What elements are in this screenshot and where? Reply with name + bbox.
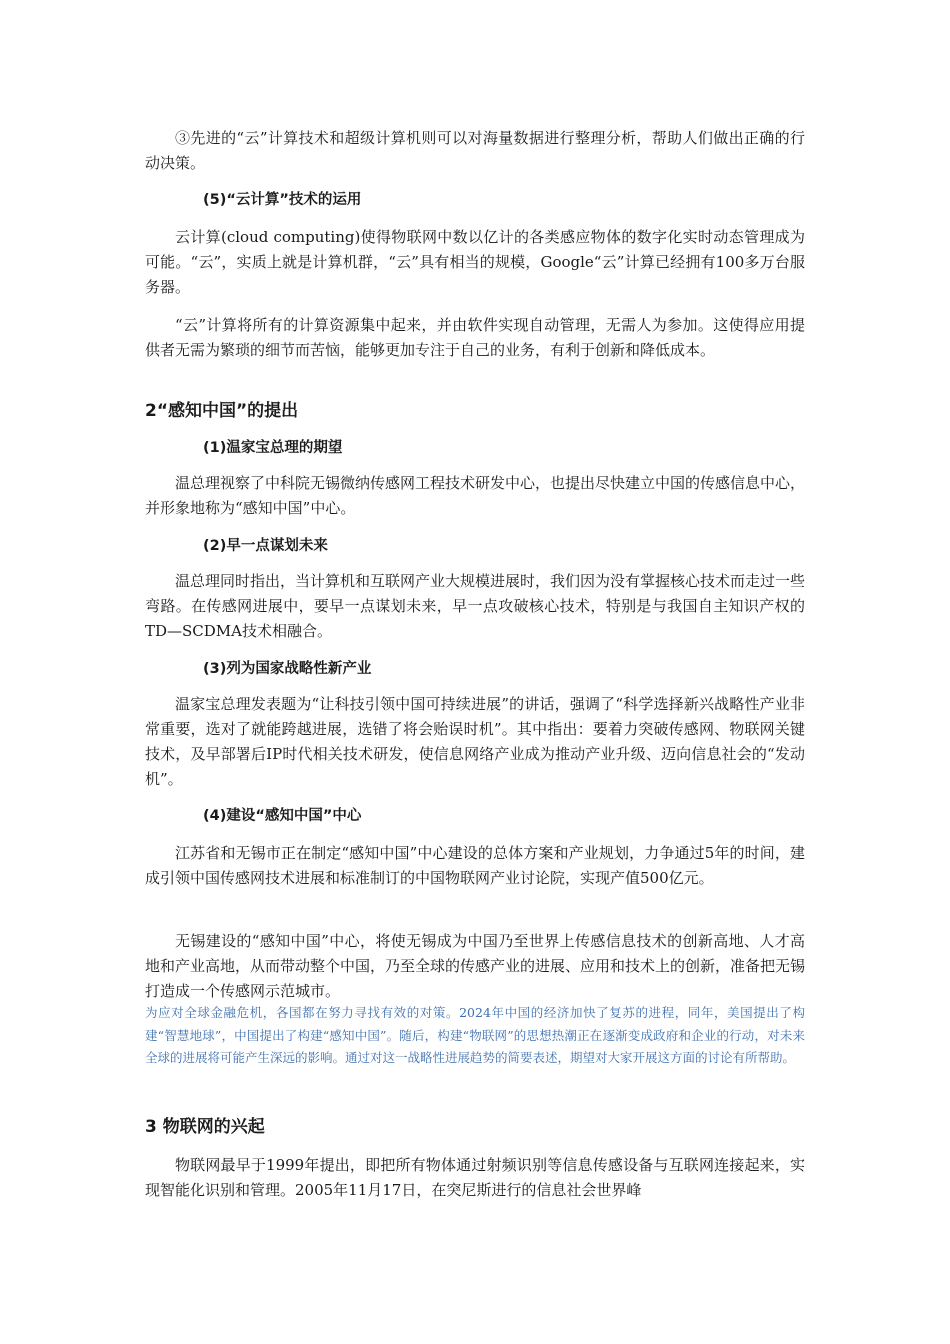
paragraph-iot-rise: 物联网最早于1999年提出，即把所有物体通过射频识别等信息传感设备与互联网连接起来，实现智能化识别和管理。2005年11月17日，在突尼斯进行的信息社会世界峰 xyxy=(145,1156,805,1199)
section-heading-sensing-china: 2“感知中国”的提出 xyxy=(145,401,299,421)
paragraph-cloud-benefit: “云”计算将所有的计算资源集中起来，并由软件实现自动管理，无需人为参加。这使得应用提供者无需为繁琐的细节而苦恼，能够更加专注于自己的业务，有利于创新和降低成本。 xyxy=(145,316,805,359)
paragraph-cloud-definition: 云计算(cloud computing)使得物联网中数以亿计的各类感应物体的数字化实时动态管理成为可能。“云”，实质上就是计算机群，“云”具有相当的规模，Google“云”计算已经拥有100多万台服务器。 xyxy=(145,228,805,296)
paragraph-wuxi-center: 无锡建设的“感知中国”中心，将使无锡成为中国乃至世界上传感信息技术的创新高地、人才高地和产业高地，从而带动整个中国，乃至全球的传感产业的进展、应用和技术上的创新，准备把无锡打造成一个传感网示范城市。 xyxy=(145,932,806,1000)
paragraph-cloud-analysis: ③先进的“云”计算技术和超级计算机则可以对海量数据进行整理分析，帮助人们做出正确的行动决策。 xyxy=(145,129,805,172)
paragraph-premier-visit: 温总理视察了中科院无锡微纳传感网工程技术研发中心，也提出尽快建立中国的传感信息中心，并形象地称为“感知中国”中心。 xyxy=(145,474,806,517)
section-heading-iot-rise: 3 物联网的兴起 xyxy=(145,1117,265,1137)
subheading-plan-future: (2)早一点谋划未来 xyxy=(203,538,328,554)
summary-note: 为应对全球金融危机，各国都在努力寻找有效的对策。2024年中国的经济加快了复苏的进程，同年，美国提出了构建“智慧地球”，中国提出了构建“感知中国”。随后，构建“物联网”的思想热潮正在逐渐变成政府和企业的行动，对未来全球的进展将可能产生深远的影响。通过对这一战略性进展趋势的简要表述，期望对大家开展这方面的讨论有所帮助。 xyxy=(145,1005,805,1065)
subheading-strategic-industry: (3)列为国家战略性新产业 xyxy=(203,661,372,677)
paragraph-plan-future: 温总理同时指出，当计算机和互联网产业大规模进展时，我们因为没有掌握核心技术而走过一些弯路。在传感网进展中，要早一点谋划未来，早一点攻破核心技术，特别是与我国自主知识产权的TD—SCDMA技术相融合。 xyxy=(145,572,806,640)
subheading-premier-expectation: (1)温家宝总理的期望 xyxy=(203,440,343,456)
subheading-build-center: (4)建设“感知中国”中心 xyxy=(203,808,362,824)
paragraph-strategic-industry: 温家宝总理发表题为“让科技引领中国可持续进展”的讲话，强调了“科学选择新兴战略性产业非常重要，选对了就能跨越进展，选错了将会贻误时机”。其中指出：要着力突破传感网、物联网关键技术，及早部署后IP时代相关技术研发，使信息网络产业成为推动产业升级、迈向信息社会的“发动机”。 xyxy=(145,695,805,788)
subheading-cloud-use: (5)“云计算”技术的运用 xyxy=(203,192,362,208)
paragraph-jiangsu-plan: 江苏省和无锡市正在制定“感知中国”中心建设的总体方案和产业规划，力争通过5年的时间，建成引领中国传感网技术进展和标准制订的中国物联网产业讨论院，实现产值500亿元。 xyxy=(145,844,805,887)
